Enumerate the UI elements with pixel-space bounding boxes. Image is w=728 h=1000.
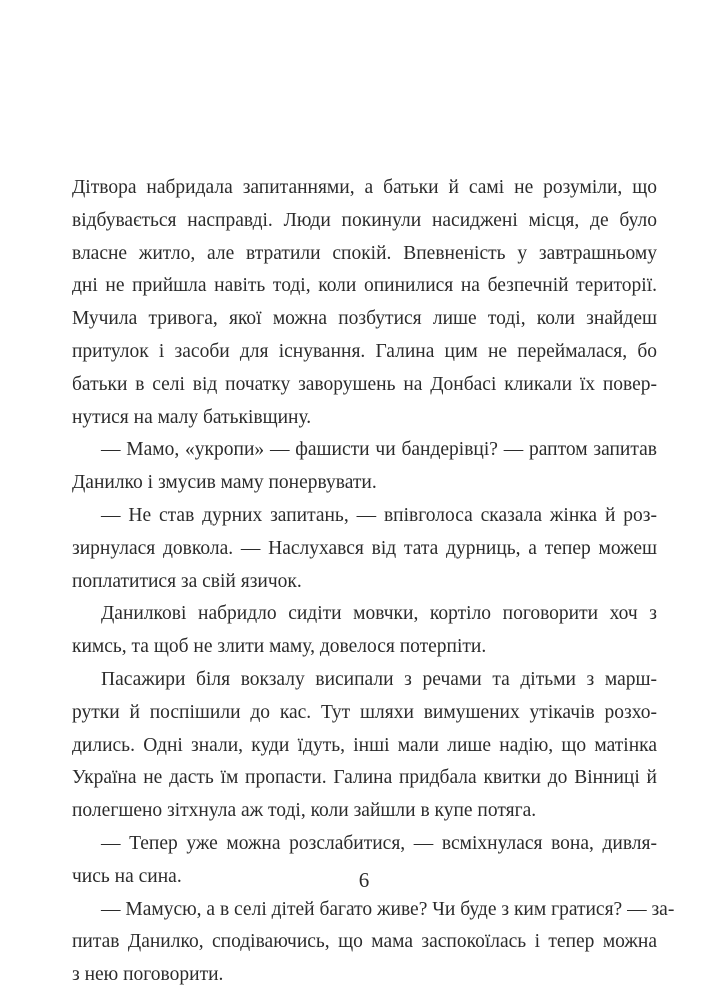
text-line: нутися на малу батьківщину.	[72, 406, 312, 428]
text-line: питав Данилко, сподіваючись, що мама заспокоїлась і тепер можна	[72, 931, 657, 953]
text-line: власне житло, але втратили спокій. Впевненість у завтрашньому	[72, 242, 657, 264]
text-line: притулок і засоби для існування. Галина цим не переймалася, бо	[72, 340, 657, 362]
text-line: зирнулася довкола. — Наслухався від тата дурниць, а тепер можеш	[72, 537, 657, 559]
text-line: з нею поговорити.	[72, 964, 224, 986]
text-line: Україна не дасть їм пропасти. Галина придбала квитки до Вінниці й	[72, 767, 657, 789]
text-line: полегшено зітхнула аж тоді, коли зайшли в купе потяга.	[72, 800, 537, 822]
text-line: Данилкові набридло сидіти мовчки, кортіло поговорити хоч з	[101, 603, 657, 625]
text-line: — Тепер уже можна розслабитися, — всміхнулася вона, дивля-	[101, 832, 657, 854]
text-line: батьки в селі від початку заворушень на Донбасі кликали їх повер-	[72, 373, 657, 395]
text-line: дились. Одні знали, куди їдуть, інші мали лише надію, що матінка	[72, 734, 657, 756]
text-line: дні не прийшла навіть тоді, коли опинилися на безпечній території.	[72, 275, 657, 297]
text-line: — Мамусю, а в селі дітей багато живе? Чи буде з ким гратися? — за-	[101, 898, 675, 920]
text-line: кимсь, та щоб не злити маму, довелося потерпіти.	[72, 636, 487, 658]
text-line: поплатитися за свій язичок.	[72, 570, 302, 592]
text-line: чись на сина.	[72, 865, 182, 887]
page-number: 6	[358, 868, 370, 892]
text-line: рутки й поспішили до кас. Тут шляхи вимушених утікачів розхо-	[72, 701, 657, 723]
text-line: Дітвора набридала запитаннями, а батьки й самі не розуміли, що	[72, 177, 657, 198]
text-line: Данилко і змусив маму понервувати.	[72, 472, 377, 494]
text-line: Мучила тривога, якої можна позбутися лише тоді, коли знайдеш	[72, 308, 657, 330]
text-line: — Мамо, «укропи» — фашисти чи бандерівці? — раптом запитав	[101, 439, 657, 461]
text-line: Пасажири біля вокзалу висипали з речами та дітьми з марш-	[101, 668, 657, 690]
text-line: — Не став дурних запитань, — впівголоса сказала жінка й роз-	[101, 504, 657, 526]
text-line: відбувається насправді. Люди покинули насиджені місця, де було	[72, 209, 657, 231]
